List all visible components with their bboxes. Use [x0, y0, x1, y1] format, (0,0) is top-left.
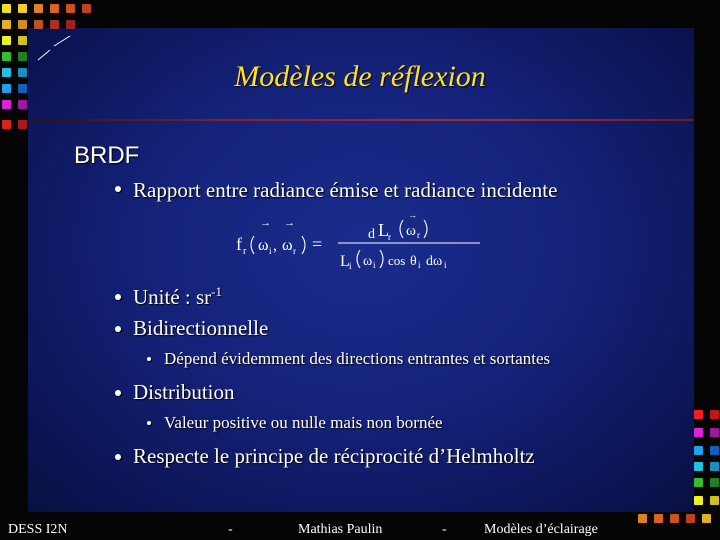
svg-text:dω: dω: [426, 254, 443, 269]
bullet-icon: [115, 390, 121, 396]
svg-text:→: →: [260, 217, 271, 229]
unite-exponent: -1: [211, 284, 222, 299]
heading-brdf: BRDF: [74, 142, 140, 169]
footer-author: Mathias Paulin: [298, 522, 383, 537]
list-item-respecte: Respecte le principe de réciprocité d’Helmholtz: [133, 444, 535, 468]
list-item-rapport: Rapport entre radiance émise et radiance incidente: [133, 178, 558, 202]
svg-text:ω: ω: [258, 237, 269, 254]
svg-text:ω: ω: [406, 223, 416, 239]
list-item-unite: [133, 284, 222, 310]
slide-footer: [0, 520, 720, 540]
bullet-icon: [115, 326, 121, 332]
list-item-distribution: Distribution: [133, 380, 235, 404]
footer-separator: -: [442, 522, 447, 537]
svg-text:r: r: [417, 230, 420, 240]
bullet-icon: [147, 357, 151, 361]
footer-course: Modèles d’éclairage: [484, 522, 598, 537]
svg-text:→: →: [408, 210, 417, 220]
footer-separator: -: [228, 522, 233, 537]
svg-text:i: i: [269, 246, 272, 256]
svg-text:ω: ω: [363, 254, 373, 269]
bullet-icon: [115, 186, 121, 192]
bullet-icon: [147, 421, 151, 425]
svg-text:L: L: [378, 220, 389, 240]
svg-text:=: =: [312, 234, 323, 254]
slide-title: Modèles de réflexion: [234, 60, 486, 93]
svg-text:d: d: [368, 227, 375, 242]
list-item-bidirectionnelle: Bidirectionnelle: [133, 316, 269, 340]
svg-text:,: ,: [273, 237, 277, 254]
svg-text:i: i: [444, 260, 447, 270]
bullet-icon: [115, 294, 121, 300]
svg-text:cos: cos: [388, 253, 406, 268]
svg-text:r: r: [388, 232, 391, 242]
svg-text:r: r: [293, 246, 296, 256]
footer-left: DESS I2N: [8, 522, 68, 537]
svg-text:L: L: [340, 253, 350, 270]
svg-text:θ: θ: [410, 254, 417, 269]
list-item-valeur: Valeur positive ou nulle mais non bornée: [164, 413, 443, 432]
svg-text:i: i: [418, 260, 421, 270]
svg-text:i: i: [373, 260, 376, 270]
brdf-formula: [228, 210, 488, 272]
svg-text:→: →: [284, 217, 295, 229]
svg-text:r: r: [243, 246, 247, 257]
unite-label: Unité : sr: [133, 285, 212, 309]
bullet-icon: [115, 454, 121, 460]
list-item-depend: Dépend évidemment des directions entrantes et sortantes: [164, 349, 551, 368]
title-rule: [28, 119, 694, 121]
svg-text:ω: ω: [282, 237, 293, 254]
svg-text:f: f: [236, 234, 242, 254]
svg-text:i: i: [349, 261, 352, 271]
